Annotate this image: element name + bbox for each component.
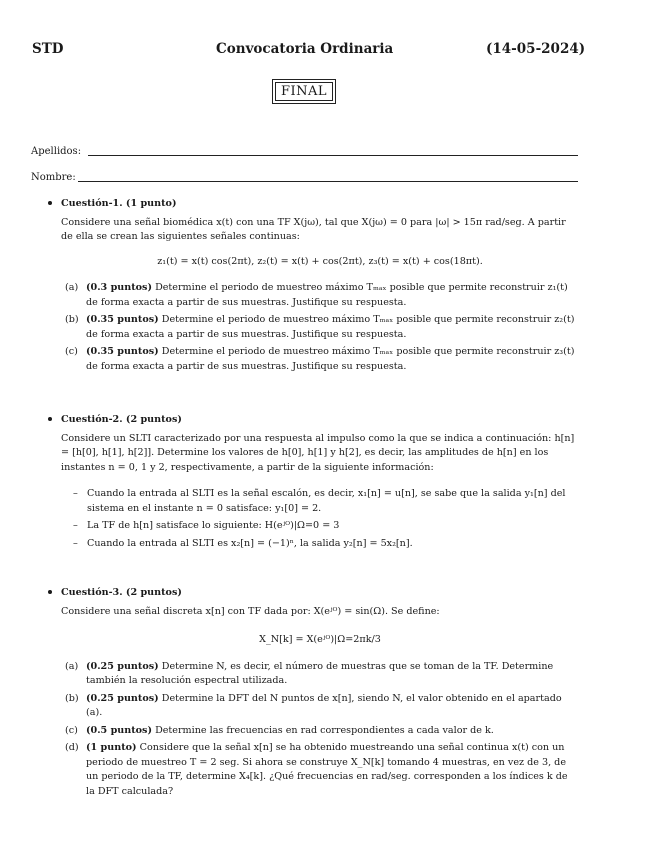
surname-label: Apellidos: bbox=[31, 146, 82, 157]
question-3-intro: Considere una señal discreta x[n] con TF dada por: X(eʲᴼ) = sin(Ω). Se define: bbox=[61, 605, 440, 617]
question-2 bbox=[61, 413, 579, 554]
exam-title: Convocatoria Ordinaria bbox=[216, 41, 394, 57]
exam-date: (14-05-2024) bbox=[486, 41, 586, 57]
question-1 bbox=[61, 197, 579, 377]
surname-field[interactable] bbox=[88, 155, 578, 156]
question-3-equation: X_N[k] = X(eʲᴼ)|Ω=2πk/3 bbox=[259, 634, 381, 645]
question-1-item-a: (a) (0.3 puntos) Determine el periodo de muestreo máximo Tₘₐₓ posible que permite reconstruir z₁(t) de forma exacta a partir de sus muestras. Justifique su respuesta. bbox=[65, 282, 568, 308]
name-field[interactable] bbox=[78, 181, 578, 182]
question-3-item-d: (d) (1 punto) Considere que la señal x[n] se ha obtenido muestreando una señal continua x(t) con un periodo de muestreo T = 2 seg. Si ahora se construye X_N[k] tomando 4 muestras, en vez de 3, de un periodo de la TF, determine X₄[k]. ¿Qué frecuencias en rad/seg. corresponden a los índices k de la DFT calculada? bbox=[65, 742, 568, 797]
question-1-title: Cuestión-1. (1 punto) bbox=[61, 198, 177, 209]
question-2-intro: Considere un SLTI caracterizado por una respuesta al impulso como la que se indica a continuación: h[n] = [h[0], h[1], h[2]]. Determine los valores de h[0], h[1] y h[2], es decir, las amplitudes de h[n] en los instantes n = 0, 1 y 2, respectivamente, a partir de la siguiente información: bbox=[61, 432, 575, 473]
course-code: STD bbox=[32, 41, 64, 57]
final-badge bbox=[272, 79, 336, 104]
question-1-equation: z₁(t) = x(t) cos(2πt), z₂(t) = x(t) + cos(2πt), z₃(t) = x(t) + cos(18πt). bbox=[157, 255, 483, 267]
question-3-item-b: (b) (0.25 puntos) Determine la DFT del N puntos de x[n], siendo N, el valor obtenido en el apartado (a). bbox=[65, 692, 562, 718]
question-3-title: Cuestión-3. (2 puntos) bbox=[61, 587, 182, 598]
final-badge-label: FINAL bbox=[275, 82, 333, 101]
name-label: Nombre: bbox=[31, 172, 76, 183]
question-3-item-c: (c) (0.5 puntos) Determine las frecuencias en rad correspondientes a cada valor de k. bbox=[65, 724, 494, 736]
question-1-item-c: (c) (0.35 puntos) Determine el periodo de muestreo máximo Tₘₐₓ posible que permite reconstruir z₃(t) de forma exacta a partir de sus muestras. Justifique su respuesta. bbox=[65, 346, 575, 372]
question-1-intro: Considere una señal biomédica x(t) con una TF X(jω), tal que X(jω) = 0 para |ω| > 15π rad/seg. A partir de ella se crean las siguientes señales continuas: bbox=[61, 216, 566, 242]
bullet-icon bbox=[48, 201, 52, 205]
question-2-condition-1: – Cuando la entrada al SLTI es la señal escalón, es decir, x₁[n] = u[n], se sabe que la salida y₁[n] del sistema en el instante n = 0 satisface: y₁[0] = 2. bbox=[73, 488, 566, 514]
question-1-item-b: (b) (0.35 puntos) Determine el periodo de muestreo máximo Tₘₐₓ posible que permite reconstruir z₂(t) de forma exacta a partir de sus muestras. Justifique su respuesta. bbox=[65, 314, 575, 340]
question-2-condition-3: – Cuando la entrada al SLTI es x₂[n] = (−1)ⁿ, la salida y₂[n] = 5x₂[n]. bbox=[73, 537, 413, 549]
question-3-item-a: (a) (0.25 puntos) Determine N, es decir, el número de muestras que se toman de la TF. Determine también la resolución espectral utilizada. bbox=[65, 660, 554, 686]
question-3 bbox=[61, 586, 579, 802]
question-2-title: Cuestión-2. (2 puntos) bbox=[61, 414, 182, 425]
question-2-condition-2: – La TF de h[n] satisface lo siguiente: H(eʲᴼ)|Ω=0 = 3 bbox=[73, 520, 340, 531]
bullet-icon bbox=[48, 590, 52, 594]
bullet-icon bbox=[48, 417, 52, 421]
